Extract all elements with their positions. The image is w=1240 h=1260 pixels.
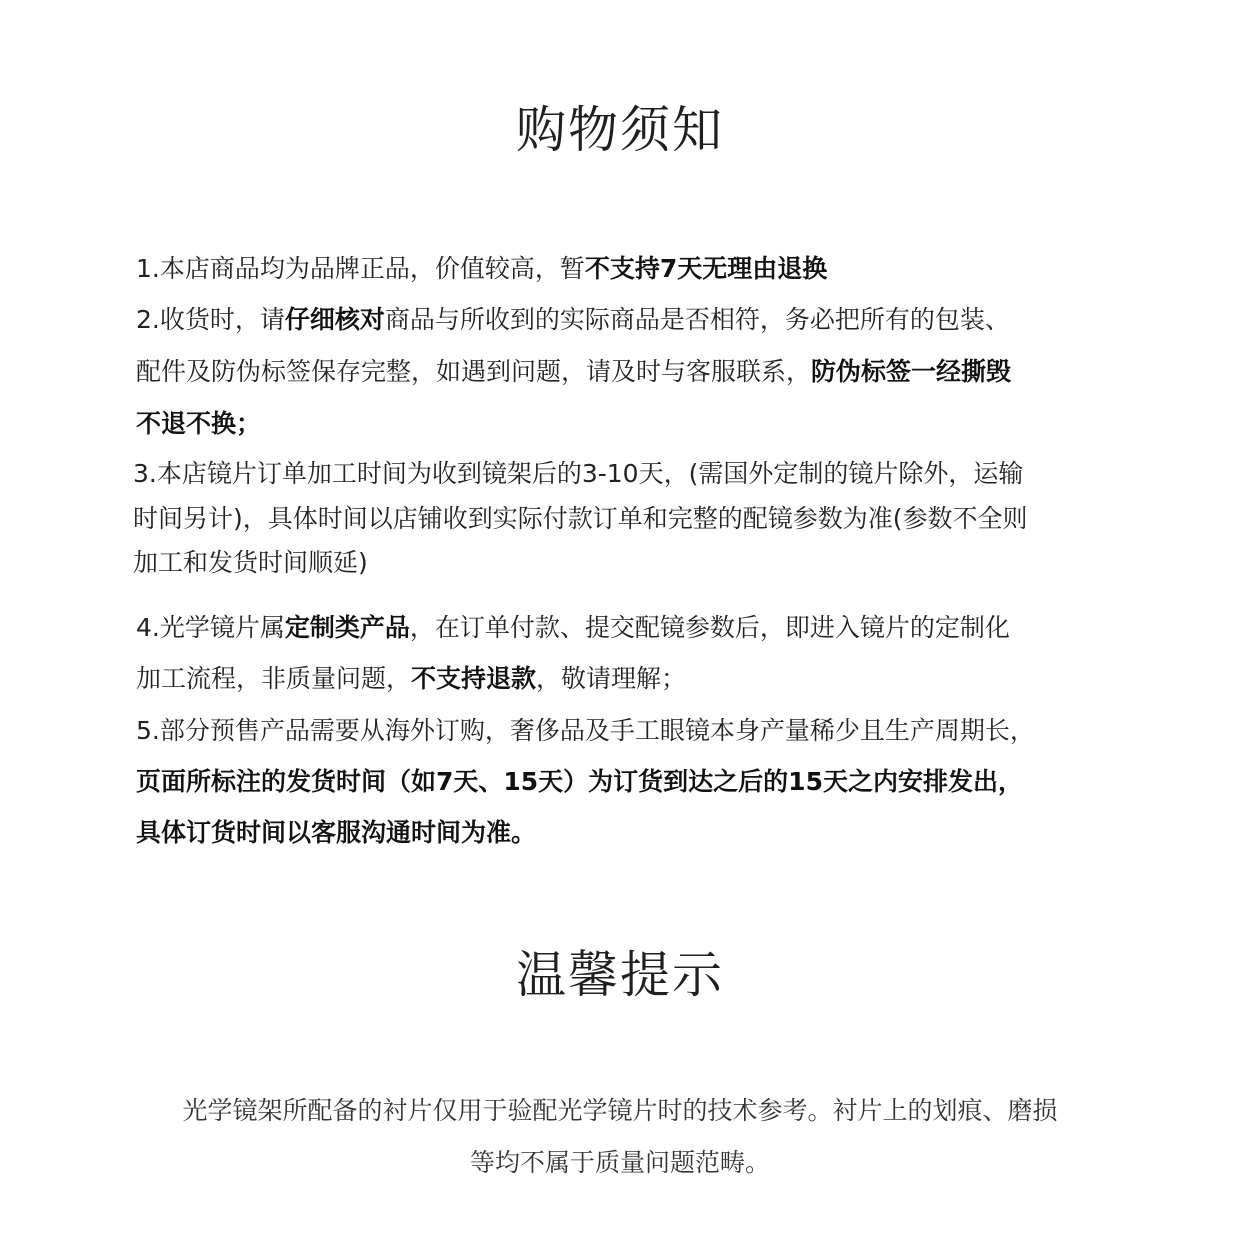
notice-text: 1.本店商品均为品牌正品，价值较高，暂 xyxy=(136,254,585,283)
notice-line-10 xyxy=(136,714,1035,748)
notice-emphasis: 定制类产品 xyxy=(284,613,410,642)
notice-emphasis: 页面所标注的发货时间（如7天、15天）为订货到达之后的15天之内安排发出， xyxy=(136,767,1023,796)
notice-line-12 xyxy=(136,816,536,850)
notice-text: 时间另计)，具体时间以店铺收到实际付款订单和完整的配镜参数为准(参数不全则 xyxy=(133,504,1028,533)
notice-line-6 xyxy=(133,502,1028,536)
notice-emphasis: 防伪标签一经撕毁 xyxy=(811,357,1012,386)
notice-text: 加工流程，非质量问题， xyxy=(136,664,412,693)
notice-emphasis: 不支持7天无理由退换 xyxy=(584,254,828,283)
notice-text: ，敬请理解； xyxy=(536,664,687,693)
notice-line-1 xyxy=(136,252,827,286)
notice-emphasis: 具体订货时间以客服沟通时间为准。 xyxy=(136,818,537,847)
notice-line-5 xyxy=(133,457,1023,491)
notice-text: 2.收货时，请 xyxy=(136,305,285,334)
notice-line-11 xyxy=(136,765,1023,799)
notice-text: 加工和发货时间顺延) xyxy=(133,548,368,577)
notice-text: ，在订单付款、提交配镜参数后，即进入镜片的定制化 xyxy=(409,613,1010,642)
notice-line-4 xyxy=(136,407,261,441)
shopping-notice-title: 购物须知 xyxy=(516,101,724,159)
warm-tips-title: 温馨提示 xyxy=(516,946,724,1004)
notice-text: 3.本店镜片订单加工时间为收到镜架后的3-10天，(需国外定制的镜片除外，运输 xyxy=(133,459,1024,488)
notice-text: 配件及防伪标签保存完整，如遇到问题，请及时与客服联系， xyxy=(136,357,812,386)
notice-line-3 xyxy=(136,355,1011,389)
warm-tips-line-2: 等均不属于质量问题范畴。 xyxy=(469,1148,770,1177)
notice-emphasis: 不支持退款 xyxy=(411,664,537,693)
notice-emphasis: 不退不换； xyxy=(136,409,262,438)
notice-line-7 xyxy=(133,546,368,580)
notice-emphasis: 仔细核对 xyxy=(284,305,385,334)
warm-tips-line-1: 光学镜架所配备的衬片仅用于验配光学镜片时的技术参考。衬片上的划痕、磨损 xyxy=(182,1096,1058,1125)
notice-line-9 xyxy=(136,662,686,696)
notice-line-8 xyxy=(136,611,1010,645)
notice-text: 4.光学镜片属 xyxy=(136,613,285,642)
notice-line-2 xyxy=(136,303,1010,337)
notice-text: 5.部分预售产品需要从海外订购，奢侈品及手工眼镜本身产量稀少且生产周期长， xyxy=(136,716,1035,745)
notice-text: 商品与所收到的实际商品是否相符，务必把所有的包装、 xyxy=(384,305,1010,334)
